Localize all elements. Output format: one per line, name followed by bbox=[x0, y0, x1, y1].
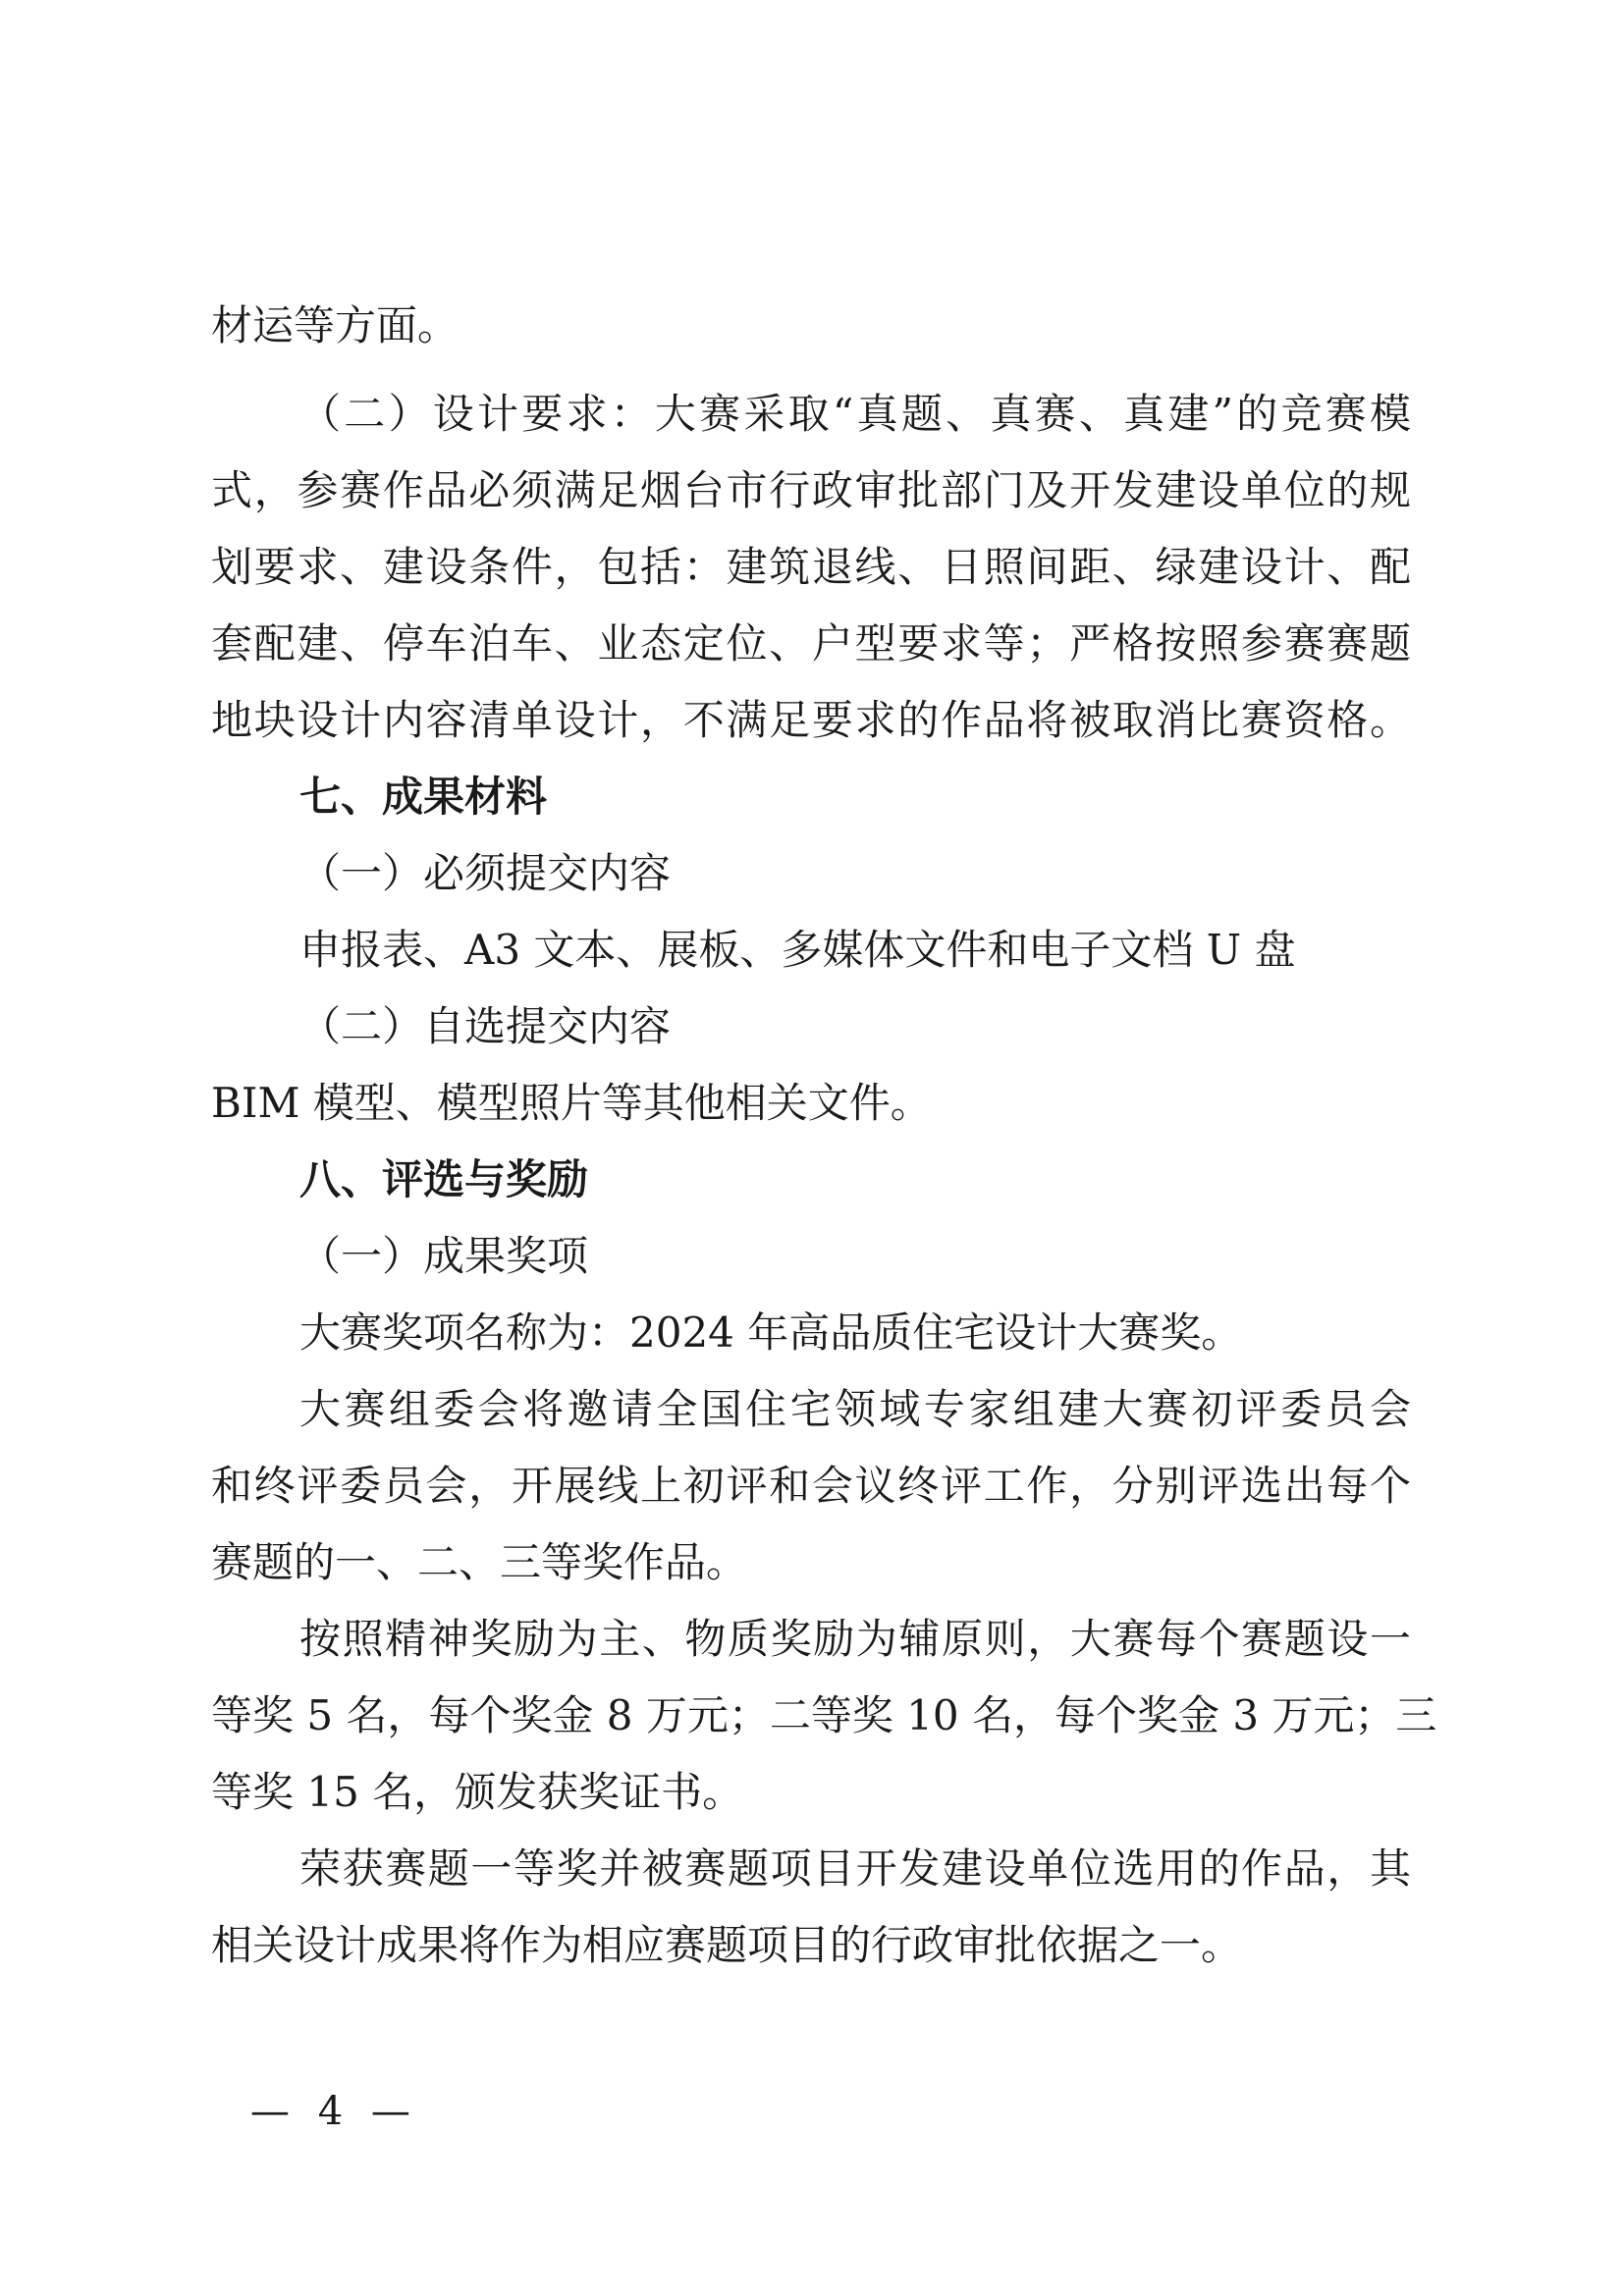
paragraph-line: 套配建、停车泊车、业态定位、户型要求等；严格按照参赛赛题 bbox=[211, 619, 1411, 667]
paragraph-line: 地块设计内容清单设计，不满足要求的作品将被取消比赛资格。 bbox=[211, 696, 1411, 744]
paragraph-line: 划要求、建设条件，包括：建筑退线、日照间距、绿建设计、配 bbox=[211, 543, 1411, 591]
subsection-heading: （二）自选提交内容 bbox=[299, 1002, 672, 1050]
paragraph-line: 赛题的一、二、三等奖作品。 bbox=[211, 1538, 748, 1586]
paragraph-line: 荣获赛题一等奖并被赛题项目开发建设单位选用的作品，其 bbox=[299, 1844, 1411, 1893]
subsection-heading: （一）成果奖项 bbox=[299, 1232, 589, 1280]
section-heading: 八、评选与奖励 bbox=[299, 1155, 589, 1203]
paragraph-line: 材运等方面。 bbox=[211, 301, 460, 349]
paragraph-line: 大赛奖项名称为：2024 年高品质住宅设计大赛奖。 bbox=[299, 1308, 1243, 1357]
paragraph-line: 大赛组委会将邀请全国住宅领域专家组建大赛初评委员会 bbox=[299, 1385, 1411, 1433]
paragraph-line: 和终评委员会，开展线上初评和会议终评工作，分别评选出每个 bbox=[211, 1462, 1411, 1510]
paragraph-line: 等奖 15 名，颁发获奖证书。 bbox=[211, 1768, 744, 1816]
paragraph-line: 按照精神奖励为主、物质奖励为辅原则，大赛每个赛题设一 bbox=[299, 1615, 1411, 1663]
paragraph-line: 相关设计成果将作为相应赛题项目的行政审批依据之一。 bbox=[211, 1921, 1243, 1969]
paragraph-line: 式，参赛作品必须满足烟台市行政审批部门及开发建设单位的规 bbox=[211, 466, 1411, 514]
paragraph-line: 等奖 5 名，每个奖金 8 万元；二等奖 10 名，每个奖金 3 万元；三 bbox=[211, 1691, 1437, 1739]
section-heading: 七、成果材料 bbox=[299, 773, 548, 821]
paragraph-line: 申报表、A3 文本、展板、多媒体文件和电子文档 U 盘 bbox=[299, 926, 1296, 974]
subsection-heading: （一）必须提交内容 bbox=[299, 849, 672, 897]
paragraph-line: BIM 模型、模型照片等其他相关文件。 bbox=[211, 1079, 932, 1127]
page-number: — 4 — bbox=[250, 2089, 418, 2134]
paragraph-line: （二）设计要求：大赛采取“真题、真赛、真建”的竞赛模 bbox=[299, 390, 1411, 438]
